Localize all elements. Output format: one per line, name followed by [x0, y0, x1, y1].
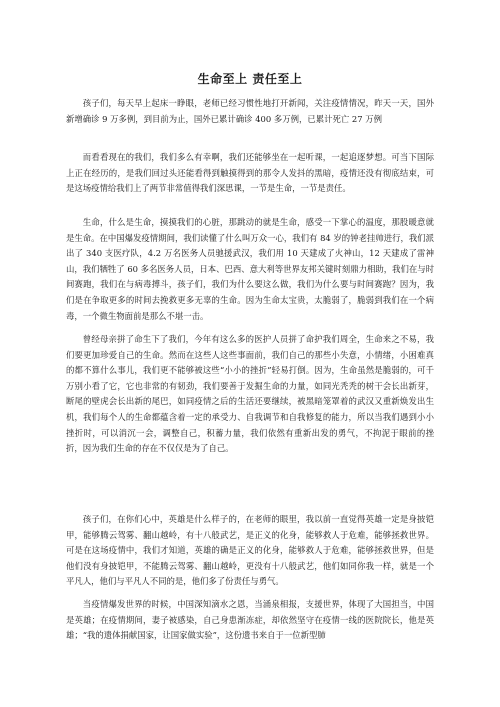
document-title: 生命至上 责任至上 — [197, 72, 303, 86]
paragraph-1: 孩子们，每天早上起床一睁眼，老师已经习惯性地打开新闻，关注疫情情况，昨天一天，国外新增确诊 9 万多例，到目前为止，国外已累计确诊 400 多万例，已累计死亡 27 万例 — [66, 98, 434, 124]
paragraph-5: 孩子们，在你们心中，英雄是什么样子的，在老师的眼里，我以前一直觉得英雄一定是身披铠甲，能够腾云驾雾、翻山越岭，有十八般武艺，是正义的化身，能够救人于危难，能够拯救世界。可是在这场疫情中，我们才知道，英雄的确是正义的化身，能够救人于危难，能够拯救世界，但是他们没有身披铠甲，不能腾云驾雾、翻山越岭，更没有十八般武艺，他们如同你我一样，就是一个平凡人，他们与平凡人不同的是，他们多了份责任与勇气。 — [66, 514, 434, 587]
paragraph-2: 而看看现在的我们，我们多么有幸啊，我们还能够坐在一起听课，一起追逐梦想。可当下国际上正在经历的，是我们回过头还能看得到触摸得到的那令人发抖的黑暗，疫情还没有彻底结束，可是这场疫情给我们上了两节非常值得我们深思课，一节是生命，一节是责任。 — [66, 152, 434, 194]
paragraph-4: 曾经母亲拼了命生下了我们，今年有这么多的医护人员拼了命护我们周全，生命来之不易，我们要更加珍爱自己的生命。然而在这些人这些事面前，我们自己的那些小失意，小情绪，小困难真的都不算什么事儿，我们更不能够被这些“小小的挫折”轻易打倒。因为，生命虽然是脆弱的，可千万别小看了它，它也非常的有韧劲，我们要善于发掘生命的力量，如同光秃秃的树干会长出新芽，断尾的壁虎会长出新的尾巴，如同疫情之后的生活还要继续，被黑暗笼罩着的武汉又重新焕发出生机，我们每个人的生命都蕴含着一定的承受力、自我调节和自我修复的能力，所以当我们遇到小小挫折时，可以消沉一会，调整自己，积蓄力量，我们依然有重新出发的勇气，不拘泥于眼前的挫折，因为我们生命的存在不仅仅是为了自己。 — [66, 334, 434, 454]
paragraph-3: 生命，什么是生命，摸摸我们的心脏，那跳动的就是生命，感受一下掌心的温度，那股暖意就是生命。在中国爆发疫情期间，我们读懂了什么叫万众一心，我们有 84 岁的钟老挂帅进行，我们派出了 340 支医疗队，4.2 万名医务人员驰援武汉，我们用 10 天建成了火神山，12 天建成了雷神山，我们牺牲了 60 多名医务人员，日本、巴西、意大利等世界友邦关键时刻鼎力相助，我们在与时间赛跑，我们在与病毒搏斗，孩子们，我们为什么要这么做，我们为什么要与时间赛跑？因为，我们是在争取更多的时间去挽救更多无辜的生命。因为生命太宝贵，太脆弱了，脆弱到我们在一个病毒，一个微生物面前是那么不堪一击。 — [66, 217, 434, 321]
paragraph-6: 当疫情爆发世界的时候，中国深知滴水之恩，当涌泉相报，支援世界，体现了大国担当，中国是英雄；在疫情期间，妻子被感染，自己身患渐冻症，却依然坚守在疫情一线的医院院长，他是英雄；“我的遗体捐献国家，让国家做实验”，这份遗书来自于一位新型肺 — [66, 599, 434, 641]
